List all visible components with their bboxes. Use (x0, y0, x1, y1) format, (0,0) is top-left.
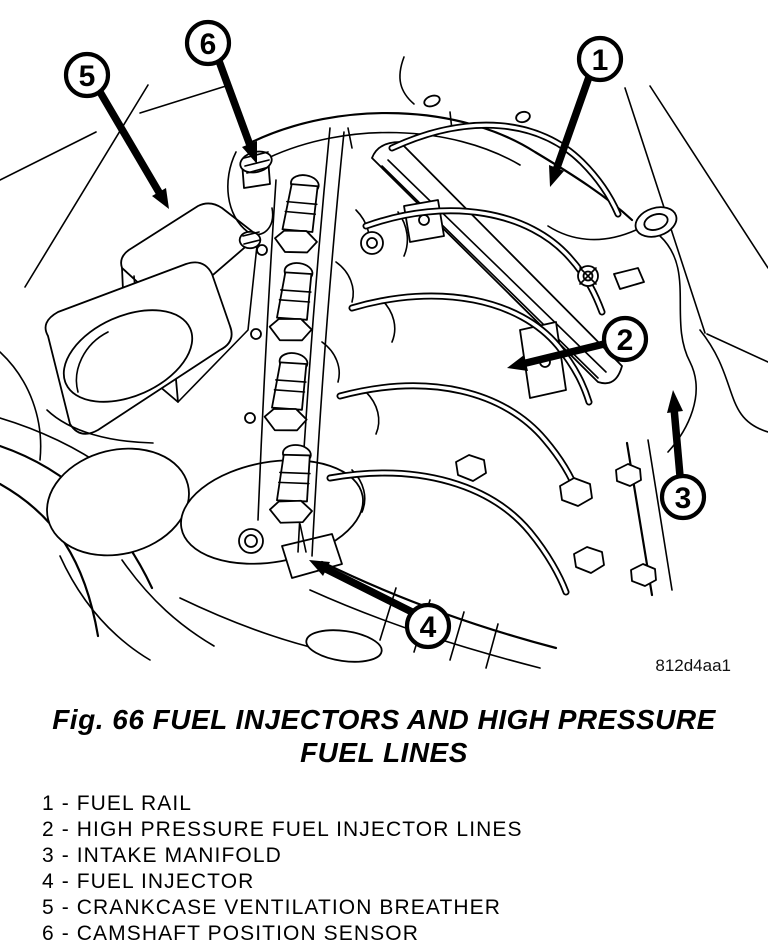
callout-arrowhead (667, 390, 683, 413)
callout-arrow (674, 408, 680, 476)
intake-manifold-edge (616, 440, 672, 595)
callout-arrow (219, 61, 251, 148)
callout-number: 6 (199, 28, 217, 61)
callout-number: 2 (616, 324, 634, 357)
figure-caption (0, 703, 768, 769)
legend-item-2: 2 - HIGH PRESSURE FUEL INJECTOR LINES (42, 818, 523, 841)
legend-item-6: 6 - CAMSHAFT POSITION SENSOR (42, 922, 419, 945)
legend-item-1: 1 - FUEL RAIL (42, 792, 193, 815)
caption-line-2: FUEL LINES (300, 737, 468, 768)
legend-item-5: 5 - CRANKCASE VENTILATION BREATHER (42, 896, 502, 919)
callout-number: 3 (674, 482, 692, 515)
caption-line-1: Fig. 66 FUEL INJECTORS AND HIGH PRESSURE (52, 704, 716, 735)
hose-bends (0, 418, 371, 660)
callout-number: 4 (419, 611, 437, 644)
callout-6-camshaft-position-sensor (187, 22, 257, 164)
callout-number: 5 (78, 60, 96, 93)
callout-3-intake-manifold (662, 390, 704, 518)
drawing-code: 812d4aa1 (655, 656, 731, 675)
air-inlet-oval-cover (46, 262, 232, 443)
callout-arrow (100, 92, 160, 194)
line-fitting-nuts (456, 455, 604, 573)
callout-5-crankcase-ventilation-breather (66, 54, 169, 209)
legend-item-3: 3 - INTAKE MANIFOLD (42, 844, 282, 867)
legend-item-4: 4 - FUEL INJECTOR (42, 870, 255, 893)
callout-arrow (326, 569, 412, 612)
fuel-line (340, 386, 578, 494)
figure-legend (42, 791, 742, 946)
callout-number: 1 (591, 44, 609, 77)
